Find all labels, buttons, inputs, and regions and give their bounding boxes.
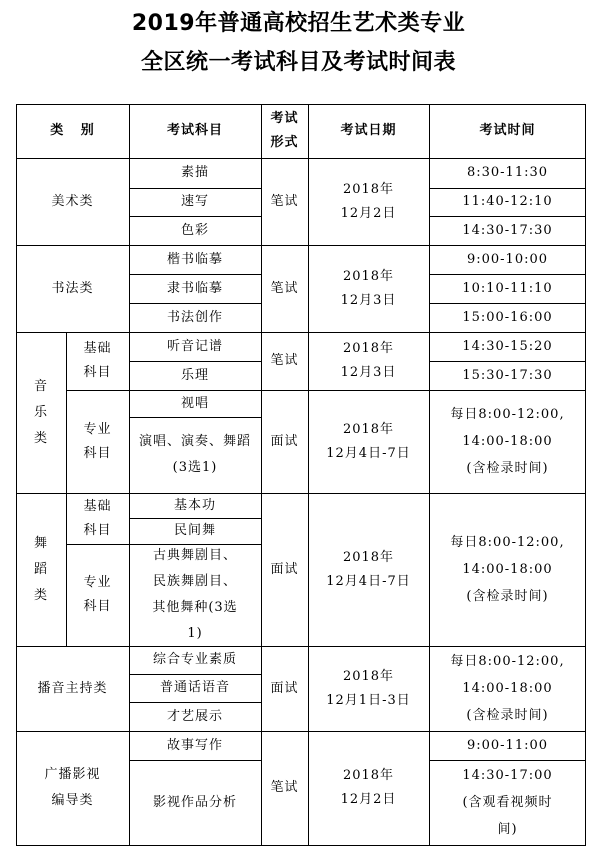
calligraphy-time: 9:00-10:00 <box>466 251 549 267</box>
calligraphy-subject: 书法创作 <box>166 309 223 325</box>
dance-time: 每日8:00-12:00, 14:00-18:00 (含检录时间) <box>450 535 565 604</box>
music-category: 音乐类 <box>33 378 48 446</box>
dance-subject: 古典舞剧目、 民族舞剧目、 其他舞种(3选 1) <box>152 548 238 641</box>
film-time: 14:30-17:00 (含观看视频时 间) <box>462 768 553 837</box>
film-date: 2018年 12月2日 <box>340 768 397 807</box>
dance-major-label: 专业 科目 <box>83 575 112 614</box>
music-date-interview: 2018年 12月4日-7日 <box>326 421 411 461</box>
fine-arts-category: 美术类 <box>51 193 94 209</box>
header-category: 类 别 <box>50 123 95 138</box>
music-subject: 听音记谱 <box>166 338 223 354</box>
broadcast-category: 播音主持类 <box>37 680 108 696</box>
calligraphy-form: 笔试 <box>270 280 299 296</box>
dance-subject: 基本功 <box>173 497 216 513</box>
music-subject: 乐理 <box>180 367 209 383</box>
header-time: 考试时间 <box>479 123 536 138</box>
fine-arts-time: 8:30-11:30 <box>466 165 549 180</box>
music-major-label: 专业 科目 <box>83 421 112 461</box>
fine-arts-subject: 色彩 <box>180 222 209 238</box>
fine-arts-subject: 素描 <box>180 165 209 180</box>
calligraphy-subject: 楷书临摹 <box>166 251 223 267</box>
broadcast-subject: 普通话语音 <box>159 680 230 695</box>
broadcast-subject: 综合专业素质 <box>152 652 237 667</box>
music-form-written: 笔试 <box>270 353 299 368</box>
fine-arts-time: 11:40-12:10 <box>462 194 553 209</box>
broadcast-time: 每日8:00-12:00, 14:00-18:00 (含检录时间) <box>450 654 565 723</box>
film-category: 广播影视 编导类 <box>44 767 101 808</box>
calligraphy-time: 15:00-16:00 <box>462 309 553 325</box>
film-subject: 影视作品分析 <box>152 794 237 810</box>
header-subject: 考试科目 <box>166 123 223 138</box>
calligraphy-time: 10:10-11:10 <box>462 280 553 296</box>
fine-arts-time: 14:30-17:30 <box>462 222 553 238</box>
header-form: 考试 形式 <box>270 111 299 150</box>
music-time: 14:30-15:20 <box>462 338 553 354</box>
fine-arts-subject: 速写 <box>180 194 209 209</box>
film-subject: 故事写作 <box>166 737 223 753</box>
calligraphy-category: 书法类 <box>51 280 94 296</box>
music-subject: 视唱 <box>180 395 209 411</box>
film-time: 9:00-11:00 <box>466 737 549 753</box>
music-time: 15:30-17:30 <box>462 367 553 383</box>
film-form: 笔试 <box>270 780 299 795</box>
dance-category: 舞蹈类 <box>33 535 48 603</box>
header-date: 考试日期 <box>340 123 397 138</box>
fine-arts-form: 笔试 <box>270 193 299 209</box>
music-time-interview: 每日8:00-12:00, 14:00-18:00 (含检录时间) <box>450 407 565 476</box>
dance-date: 2018年 12月4日-7日 <box>326 549 411 589</box>
broadcast-subject: 才艺展示 <box>166 708 223 724</box>
calligraphy-date: 2018年 12月3日 <box>340 268 397 308</box>
fine-arts-date: 2018年 12月2日 <box>340 181 397 221</box>
document-title-line1: 2019年普通高校招生艺术类专业 <box>131 11 466 36</box>
broadcast-form: 面试 <box>270 680 299 696</box>
music-date-written: 2018年 12月3日 <box>340 341 397 380</box>
music-basic-label: 基础 科目 <box>83 341 112 380</box>
calligraphy-subject: 隶书临摹 <box>166 280 223 296</box>
music-form-interview: 面试 <box>270 433 299 449</box>
document-title-line2: 全区统一考试科目及考试时间表 <box>140 50 456 75</box>
dance-subject: 民间舞 <box>173 523 216 538</box>
exam-schedule-table <box>16 104 586 846</box>
dance-form: 面试 <box>270 561 299 577</box>
dance-basic-label: 基础 科目 <box>83 498 112 538</box>
music-subject: 演唱、演奏、舞蹈 (3选1) <box>138 434 251 475</box>
broadcast-date: 2018年 12月1日-3日 <box>326 668 411 708</box>
